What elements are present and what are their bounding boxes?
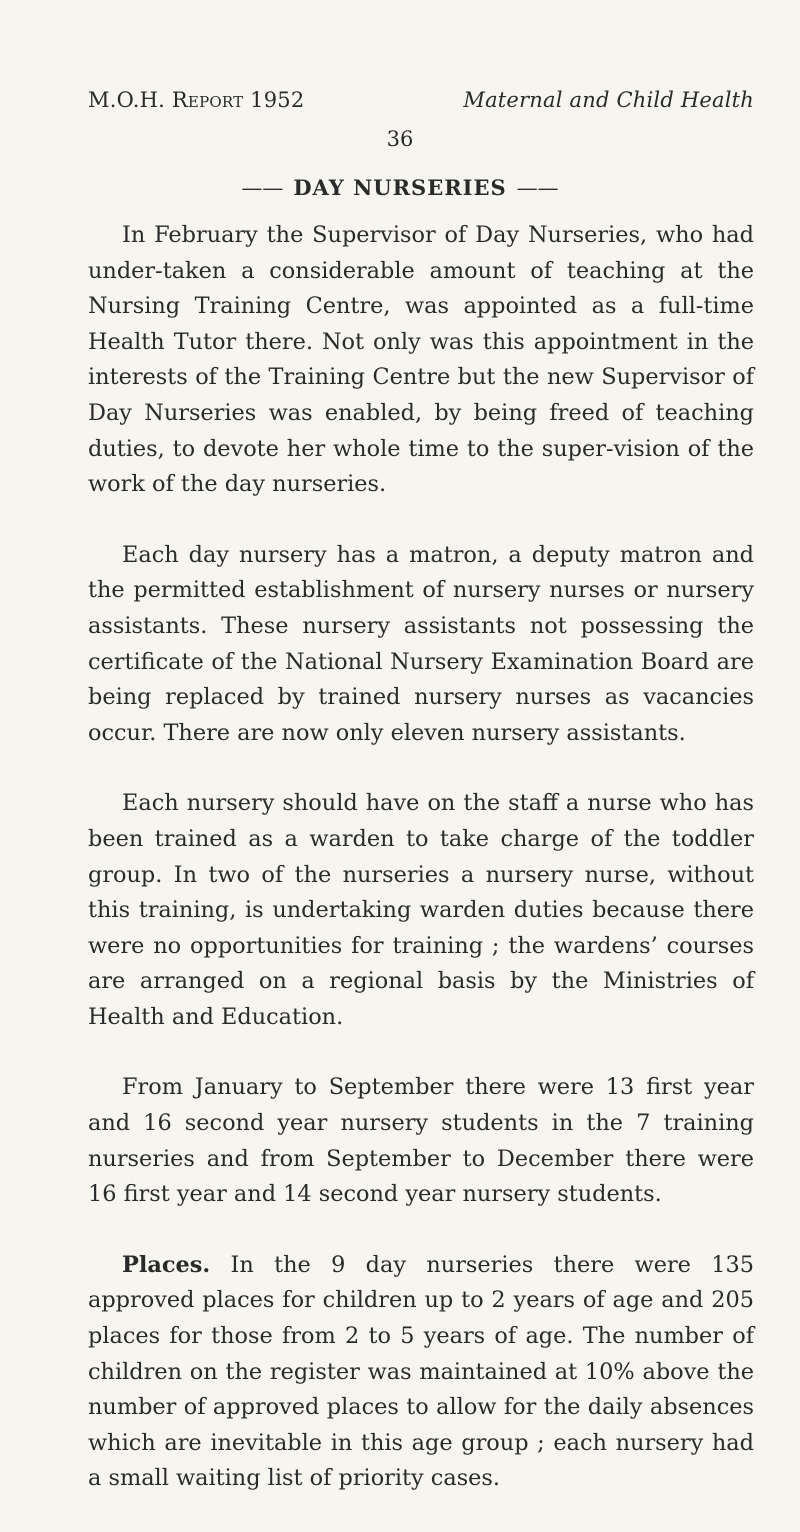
heading-dash-right: —— <box>516 176 559 200</box>
header-report-title: M.O.H. Report 1952 <box>88 88 305 112</box>
places-label: Places. <box>122 1251 211 1278</box>
section-heading <box>0 175 800 200</box>
paragraph-students: From January to September there were 13 first year and 16 second year nursery students in the 7 training nurseries and from September to December there were 16 first year and 14 second year nursery students. <box>88 1074 754 1208</box>
body-text <box>88 218 754 1532</box>
places-text: In the 9 day nurseries there were 135 approved places for children up to 2 years of age and 205 places for those from 2 to 5 years of age. The number of children on the register was maintained at 10% above the number of approved places to allow for the daily absences which are inevitable in this age group ; each nursery had a small waiting list of priority cases. <box>88 1251 754 1492</box>
paragraph-staffing: Each day nursery has a matron, a deputy matron and the permitted establishment of nursery nurses or nursery assistants. These nursery assistants not possessing the certificate of the National Nursery Examination Board are being replaced by trained nursery nurses as vacancies occur. There are now only eleven nursery assistants. <box>88 541 754 746</box>
paragraph-wardens: Each nursery should have on the staff a nurse who has been trained as a warden to take charge of the toddler group. In two of the nurseries a nursery nurse, without this training, is undertaking warden duties because there were no opportunities for training ; the wardens’ courses are arranged on a regional basis by the Ministries of Health and Education. <box>88 790 754 1030</box>
paragraph-places <box>88 1248 754 1497</box>
page-number: 36 <box>386 127 414 151</box>
section-title: DAY NURSERIES <box>293 175 507 200</box>
heading-dash-left: —— <box>241 176 284 200</box>
running-header <box>88 88 754 112</box>
header-section-title: Maternal and Child Health <box>463 88 754 112</box>
paragraph-supervisor: In February the Supervisor of Day Nurseries, who had under-taken a considerable amount of teaching at the Nursing Training Centre, was appointed as a full-time Health Tutor there. Not only was this appointment in the interests of the Training Centre but the new Supervisor of Day Nurseries was enabled, by being freed of teaching duties, to devote her whole time to the super-vision of the work of the day nurseries. <box>88 222 754 498</box>
